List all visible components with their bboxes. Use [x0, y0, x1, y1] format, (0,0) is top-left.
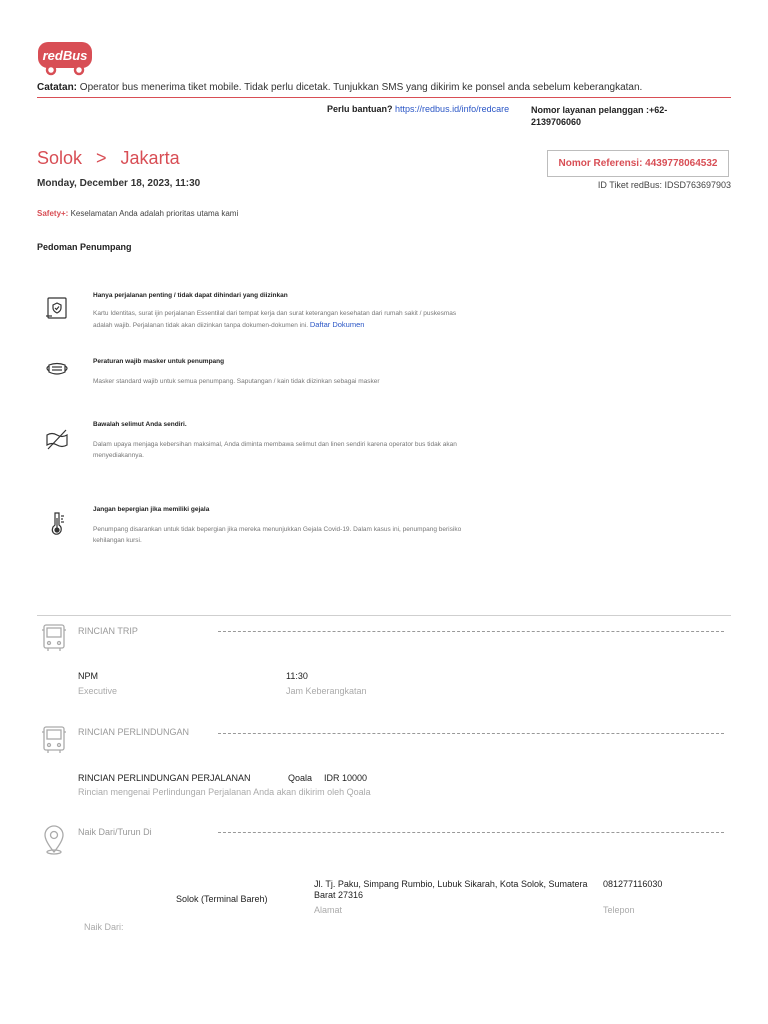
journey-date: Monday, December 18, 2023, 11:30: [37, 178, 201, 189]
document-list-link[interactable]: Daftar Dokumen: [309, 320, 365, 329]
protection-description: Rincian mengenai Perlindungan Perjalanan Anda akan dikirim oleh Qoala: [78, 787, 371, 797]
guidelines-title: Pedoman Penumpang: [37, 242, 132, 252]
protection-amount: IDR 10000: [324, 773, 368, 783]
reference-number: Nomor Referensi: 4439778064532: [558, 158, 718, 169]
section-divider: [37, 615, 731, 616]
notice-label: Catatan:: [37, 82, 78, 93]
boarding-address: Jl. Tj. Paku, Simpang Rumbio, Lubuk Sikarah, Kota Solok, Sumatera Barat 27316: [314, 879, 588, 900]
route-arrow: >: [96, 148, 107, 168]
guideline-description: Kartu Identitas, surat ijin perjalanan Essentilal dari tempat kerja dan surat keterangan kesehatan dari rumah sakit / puskesmas adalah wajib. Perjalanan tidak akan diizinkan tanpa dokumen-dokumen ini.: [93, 310, 457, 329]
guideline-text: [93, 308, 463, 331]
protection-provider: Qoala: [288, 773, 313, 783]
destination-city: Jakarta: [120, 148, 180, 168]
location-pin-icon: [40, 824, 68, 856]
protection-title: RINCIAN PERLINDUNGAN PERJALANAN: [78, 773, 251, 783]
boarding-phone: 081277116030: [603, 879, 663, 889]
operator-name: NPM: [78, 671, 98, 681]
mask-icon: [44, 356, 70, 382]
safety-text: Keselamatan Anda adalah prioritas utama kami: [70, 209, 239, 218]
id-document-icon: [44, 295, 70, 321]
address-label: Alamat: [314, 905, 343, 915]
dashed-divider: [218, 631, 724, 632]
customer-service-number: Nomor layanan pelanggan :+62-2139706060: [531, 105, 668, 127]
guideline-description: Dalam upaya menjaga kebersihan maksimal, Anda diminta membawa selimut dan linen sendiri karena operator bus tidak akan menyediakannya.: [93, 441, 457, 459]
safety-banner: [37, 209, 238, 218]
ticket-id: ID Tiket redBus: IDSD763697903: [597, 180, 731, 190]
help-link[interactable]: https://redbus.id/info/redcare: [395, 104, 510, 114]
guideline-description: Masker standard wajib untuk semua penumpang. Saputangan / kain tidak diizinkan sebagai masker: [93, 378, 380, 385]
bus-icon: [40, 622, 68, 654]
boarding-label: Naik Dari:: [84, 922, 124, 932]
guideline-title: Jangan bepergian jika memiliki gejala: [93, 506, 210, 513]
redbus-logo: [37, 40, 93, 76]
trip-details-heading: RINCIAN TRIP: [78, 626, 138, 636]
guideline-title: Bawalah selimut Anda sendiri.: [93, 421, 187, 428]
notice-text: Operator bus menerima tiket mobile. Tidak perlu dicetak. Tunjukkan SMS yang dikirim ke ponsel anda sebelum keberangkatan.: [79, 82, 643, 93]
departure-time: 11:30: [286, 671, 308, 681]
header-divider: [37, 97, 731, 98]
thermometer-icon: [44, 510, 70, 536]
help-label: Perlu bantuan?: [327, 104, 393, 114]
dashed-divider: [218, 832, 724, 833]
departure-time-label: Jam Keberangkatan: [286, 686, 367, 696]
guideline-description: Penumpang disarankan untuk tidak bepergian jika mereka menunjukkan Gejala Covid-19. Dalam kasus ini, penumpang berisiko kehilangan kursi.: [93, 526, 462, 544]
help-section: [327, 104, 509, 114]
boarding-place: Solok (Terminal Bareh): [176, 894, 268, 904]
route-title: [37, 148, 180, 169]
reference-box: [547, 150, 729, 177]
boarding-heading: Naik Dari/Turun Di: [78, 827, 152, 837]
guideline-title: Peraturan wajib masker untuk penumpang: [93, 358, 225, 365]
safety-label: Safety+:: [37, 209, 69, 218]
phone-label: Telepon: [603, 905, 635, 915]
bus-icon: [40, 724, 68, 756]
protection-heading: RINCIAN PERLINDUNGAN: [78, 727, 190, 737]
dashed-divider: [218, 733, 724, 734]
svg-text:redBus: redBus: [42, 48, 88, 63]
notice: [37, 82, 642, 93]
no-blanket-icon: [44, 426, 70, 452]
origin-city: Solok: [37, 148, 83, 168]
bus-type: Executive: [78, 686, 118, 696]
guideline-title: Hanya perjalanan penting / tidak dapat dihindari yang diizinkan: [93, 292, 288, 299]
